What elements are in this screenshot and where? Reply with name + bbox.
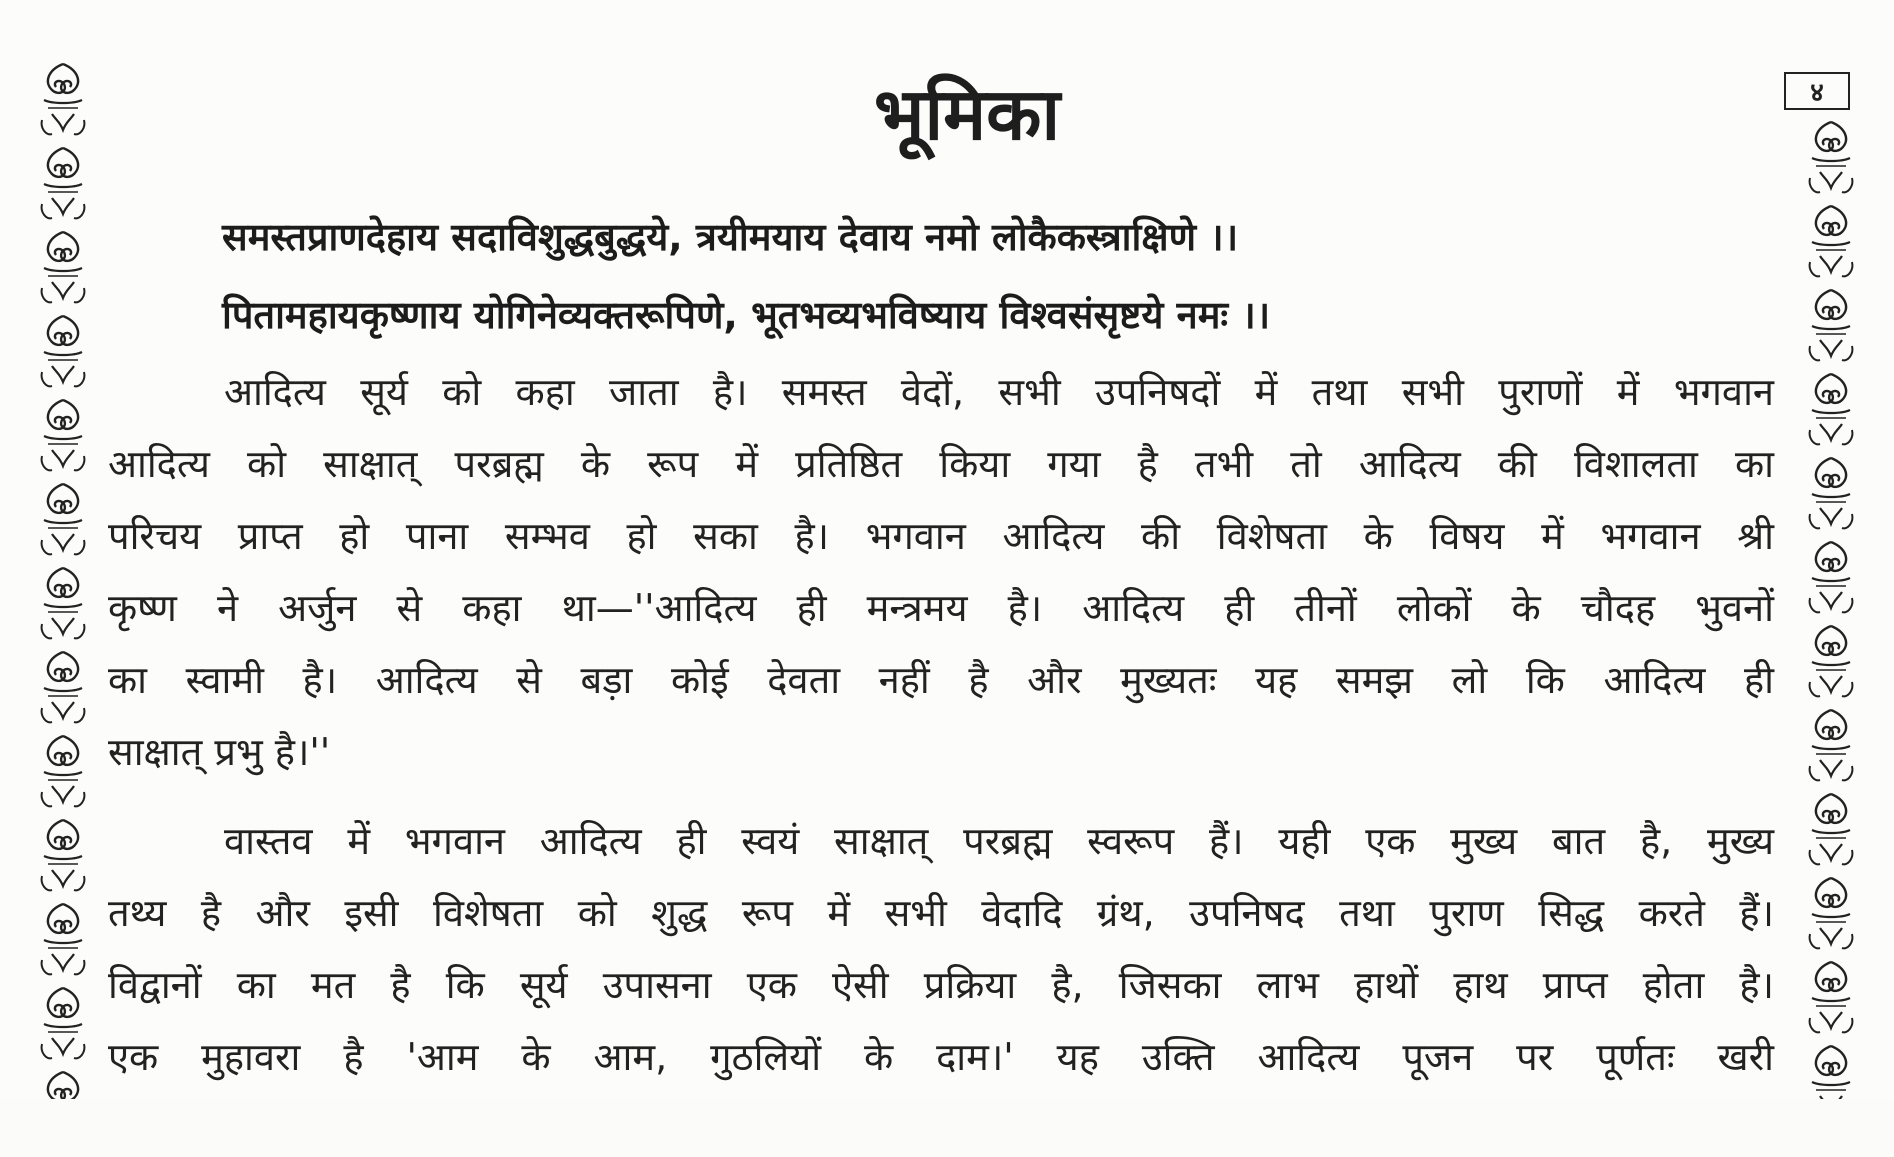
paragraph-2 [108, 805, 1774, 1093]
verse-line-2: पितामहायकृष्णाय योगिनेव्यक्तरूपिणे, भूतभव्यभविष्याय विश्वसंसृष्टये नमः ।। [222, 293, 1271, 337]
paragraph-line: परिचय प्राप्त हो पाना सम्भव हो सका है। भगवान आदित्य की विशेषता के विषय में भगवान श्री [108, 514, 1774, 558]
paragraph-line: कृष्ण ने अर्जुन से कहा था—''आदित्य ही मन्त्रमय है। आदित्य ही तीनों लोकों के चौदह भुवनों [108, 586, 1774, 630]
paragraph-line: तथ्य है और इसी विशेषता को शुद्ध रूप में सभी वेदादि ग्रंथ, उपनिषद तथा पुराण सिद्ध करते हैं। [108, 891, 1774, 935]
paragraph-line: का स्वामी है। आदित्य से बड़ा कोई देवता नहीं है और मुख्यतः यह समझ लो कि आदित्य ही [108, 658, 1774, 702]
paragraph-line: एक मुहावरा है 'आम के आम, गुठलियों के दाम।' यह उक्ति आदित्य पूजन पर पूर्णतः खरी [108, 1035, 1774, 1079]
verse-line-1: समस्तप्राणदेहाय सदाविशुद्धबुद्धये, त्रयीमयाय देवाय नमो लोकैकस्त्राक्षिणे ।। [222, 215, 1239, 259]
paragraph-1 [108, 356, 1774, 788]
page-number: ४ [1784, 72, 1850, 110]
paragraph-line: आदित्य को साक्षात् परब्रह्म के रूप में प्रतिष्ठित किया गया है तभी तो आदित्य की विशालता का [108, 442, 1774, 486]
page-title: भूमिका [873, 72, 1061, 156]
paragraph-line: वास्तव में भगवान आदित्य ही स्वयं साक्षात् परब्रह्म स्वरूप हैं। यही एक मुख्य बात है, मुख्य [224, 819, 1774, 863]
ornamental-scroll-border-icon-right [1806, 118, 1856, 1157]
paragraph-line: विद्वानों का मत है कि सूर्य उपासना एक ऐसी प्रक्रिया है, जिसका लाभ हाथों हाथ प्राप्त होता है। [108, 963, 1774, 1007]
paragraph-line: आदित्य सूर्य को कहा जाता है। समस्त वेदों, सभी उपनिषदों में तथा सभी पुराणों में भगवान [224, 370, 1774, 414]
ornamental-scroll-border-icon [38, 60, 88, 1099]
paragraph-line: साक्षात् प्रभु है।'' [108, 730, 331, 774]
